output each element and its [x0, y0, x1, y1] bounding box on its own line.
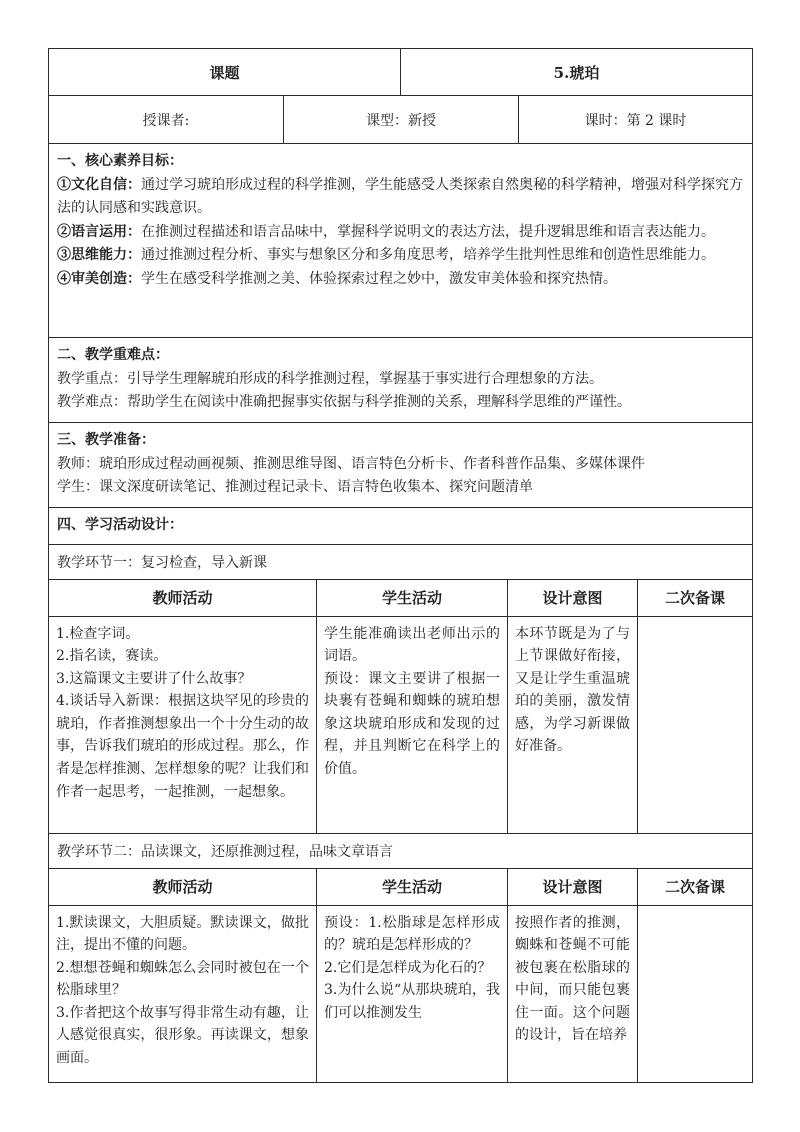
key-points-section [49, 338, 753, 423]
phase2-table [48, 868, 753, 1083]
activity-title: 四、学习活动设计： [49, 508, 753, 545]
phase1-intent-cell: 本环节既是为了与上节课做好衔接，又是让学生重温琥珀的美丽，激发情感，为学习新课做好准备。 [508, 616, 638, 833]
goals-section [49, 144, 753, 338]
teacher-field: 授课者: [49, 96, 284, 144]
goal-item: ②语言运用：在推测过程描述和语言品味中，掌握科学说明文的表达方法，提升逻辑思维和语言表达能力。 [57, 223, 715, 240]
phase2-title-table [48, 833, 753, 869]
topic-label: 课题 [49, 49, 401, 96]
header-table [48, 48, 753, 96]
topic-value: 5.琥珀 [401, 49, 753, 96]
phase2-title: 教学环节二：品读课文，还原推测过程，品味文章语言 [49, 833, 753, 868]
col-design-intent: 设计意图 [508, 868, 638, 905]
col-second-prep: 二次备课 [638, 868, 753, 905]
period-field: 课时：第 2 课时 [519, 96, 753, 144]
phase1-teacher-cell: 1.检查字词。 2.指名读，赛读。 3.这篇课文主要讲了什么故事？ 4.谈话导入新课：根据这块罕见的珍贵的琥珀，作者推测想象出一个十分生动的故事，告诉我们琥珀的形成过程。那么，作者是怎样推测、怎样想象的呢？让我们和作者一起思考，一起推测，一起想象。 [49, 616, 317, 833]
goal-item: ③思维能力：通过推测过程分析、事实与想象区分和多角度思考，培养学生批判性思维和创造性思维能力。 [57, 247, 715, 263]
col-second-prep: 二次备课 [638, 579, 753, 616]
phase1-table [48, 579, 753, 834]
lesson-type-field: 课型：新授 [284, 96, 519, 144]
key-point-line: 教学难点：帮助学生在阅读中准确把握事实依据与科学推测的关系，理解科学思维的严谨性。 [57, 394, 631, 410]
prep-title: 三、教学准备： [57, 432, 155, 448]
phase2-intent-cell: 按照作者的推测，蜘蛛和苍蝇不可能被包裹在松脂球的中间，而只能包裹住一面。这个问题的设计，旨在培养 [508, 905, 638, 1082]
phase1-student-cell: 学生能准确读出老师出示的词语。 预设：课文主要讲了根据一块裹有苍蝇和蜘蛛的琥珀想象这块琥珀形成和发现的过程，并且判断它在科学上的价值。 [317, 616, 508, 833]
goals-title: 一、核心素养目标： [57, 153, 183, 169]
col-teacher-activity: 教师活动 [49, 579, 317, 616]
prep-line: 学生：课文深度研读笔记、推测过程记录卡、语言特色收集本、探究问题清单 [57, 479, 533, 495]
overview-table [48, 143, 753, 580]
lesson-plan-page [48, 48, 752, 1083]
key-point-line: 教学重点：引导学生理解琥珀形成的科学推测过程，掌握基于事实进行合理想象的方法。 [57, 370, 603, 387]
prep-line: 教师：琥珀形成过程动画视频、推测思维导图、语言特色分析卡、作者科普作品集、多媒体课件 [57, 455, 645, 472]
info-table [48, 95, 753, 144]
col-design-intent: 设计意图 [508, 579, 638, 616]
col-teacher-activity: 教师活动 [49, 868, 317, 905]
key-points-title: 二、教学重难点： [57, 347, 169, 363]
phase1-title: 教学环节一：复习检查，导入新课 [49, 544, 753, 579]
phase2-teacher-cell: 1.默读课文，大胆质疑。默读课文，做批注，提出不懂的问题。 2.想想苍蝇和蜘蛛怎么会同时被包在一个松脂球里？ 3.作者把这个故事写得非常生动有趣，让人感觉很真实，很形象。再读课文，想象画面。 [49, 905, 317, 1082]
prep-section [49, 423, 753, 508]
col-student-activity: 学生活动 [317, 868, 508, 905]
goal-item: ④审美创造：学生在感受科学推测之美、体验探索过程之妙中，激发审美体验和探究热情。 [57, 270, 617, 287]
phase2-student-cell: 预设：1.松脂球是怎样形成的？琥珀是怎样形成的？ 2.它们是怎样成为化石的？ 3.为什么说“从那块琥珀，我们可以推测发生 [317, 905, 508, 1082]
col-student-activity: 学生活动 [317, 579, 508, 616]
phase1-notes-cell[interactable] [638, 616, 753, 833]
phase2-notes-cell[interactable] [638, 905, 753, 1082]
goal-item: ①文化自信：通过学习琥珀形成过程的科学推测，学生能感受人类探索自然奥秘的科学精神，增强对科学探究方法的认同感和实践意识。 [57, 176, 743, 216]
